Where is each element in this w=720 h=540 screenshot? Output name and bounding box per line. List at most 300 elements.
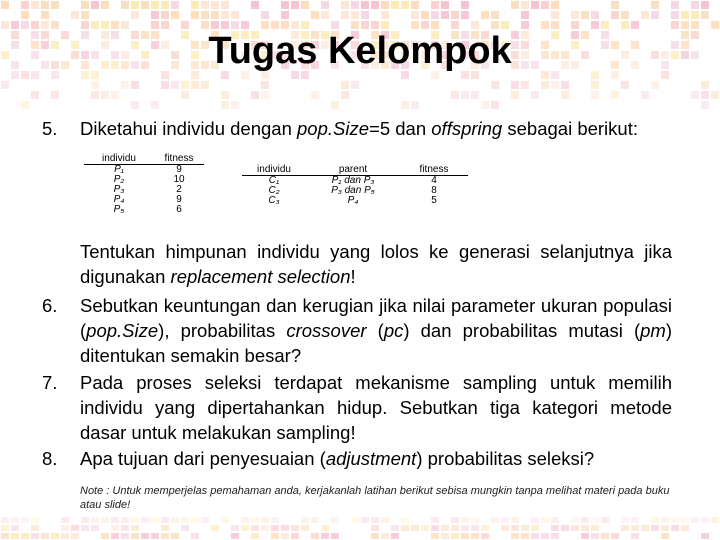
table1-cell: P₂ (113, 174, 125, 185)
decor-tile (31, 517, 39, 523)
decor-tile (321, 525, 329, 531)
decor-tile (301, 525, 309, 531)
decor-tile (491, 11, 499, 19)
question-8-number: 8. (42, 448, 58, 469)
decor-tile (521, 525, 529, 531)
decor-tile (461, 11, 469, 19)
q8-c: ) probabilitas seleksi? (416, 448, 595, 469)
decor-tile (561, 81, 569, 89)
decor-tile (551, 533, 559, 539)
decor-tile (171, 1, 179, 9)
decor-tile (411, 1, 419, 9)
decor-tile (511, 81, 519, 89)
table-row (84, 205, 204, 215)
decor-tile (371, 21, 379, 29)
decor-tile (221, 517, 229, 523)
decor-tile (61, 533, 69, 539)
decor-tile (241, 21, 249, 29)
decor-tile (101, 517, 109, 523)
decor-tile (601, 21, 609, 29)
decor-tile (271, 517, 279, 523)
decor-tile (531, 525, 539, 531)
table2-header-individu: individu (242, 163, 306, 176)
decor-tile (531, 1, 539, 9)
decor-tile (641, 525, 649, 531)
decor-tile (351, 81, 359, 89)
decor-tile (291, 1, 299, 9)
table1-cell: 10 (173, 174, 185, 185)
decor-tile (611, 1, 619, 9)
decor-tile (361, 1, 369, 9)
decor-tile (111, 517, 119, 523)
table2-cell: 8 (431, 185, 437, 196)
decor-tile (131, 533, 139, 539)
decor-tile (701, 81, 709, 89)
decor-tile (601, 533, 609, 539)
table2-cell: P₃ dan P₅ (331, 185, 375, 196)
decor-tile (231, 11, 239, 19)
decor-tile (391, 533, 399, 539)
decor-tile (431, 1, 439, 9)
decor-tile (311, 91, 319, 99)
decor-tile (121, 525, 129, 531)
decor-tile (191, 1, 199, 9)
decor-tile (281, 1, 289, 9)
q5-task-b: replacement selection (170, 266, 351, 287)
decor-tile (501, 21, 509, 29)
decor-tile (531, 533, 539, 539)
decor-tile (191, 533, 199, 539)
decor-tile (461, 517, 469, 523)
decor-tile (321, 11, 329, 19)
decor-tile (401, 517, 409, 523)
decor-tile (701, 101, 709, 109)
decor-tile (231, 533, 239, 539)
decor-tile (541, 81, 549, 89)
decor-tile (211, 525, 219, 531)
decor-tile (631, 21, 639, 29)
decor-tile (351, 21, 359, 29)
decor-tile (471, 533, 479, 539)
decor-tile (601, 517, 609, 523)
decor-tile (111, 91, 119, 99)
decor-tile (21, 11, 29, 19)
decor-tile (81, 21, 89, 29)
q8-a: Apa tujuan dari penyesuaian ( (80, 448, 326, 469)
decor-tile (621, 517, 629, 523)
decor-tile (181, 517, 189, 523)
decor-tile (111, 533, 119, 539)
table1-cell: P₃ (113, 184, 125, 195)
table2-header-parent: parent (306, 163, 400, 176)
decor-tile (531, 517, 539, 523)
decor-tile (471, 517, 479, 523)
q6-e: ( (366, 320, 384, 341)
table1-header-fitness: fitness (154, 152, 204, 165)
decor-tile (671, 1, 679, 9)
decor-tile (271, 533, 279, 539)
decor-tile (91, 1, 99, 9)
decor-tile (21, 21, 29, 29)
decor-tile (541, 517, 549, 523)
decor-tile (671, 21, 679, 29)
decor-tile (331, 533, 339, 539)
decor-tile (251, 533, 259, 539)
table1-header-individu: individu (84, 152, 154, 165)
decor-tile (21, 1, 29, 9)
offspring-table (242, 163, 468, 206)
decor-tile (161, 21, 169, 29)
decor-tile (431, 533, 439, 539)
decor-tile (461, 533, 469, 539)
table2-cell: P₁ dan P₃ (331, 175, 375, 186)
decor-tile (691, 21, 699, 29)
decor-tile (31, 533, 39, 539)
decor-tile (641, 91, 649, 99)
q5-task-a: Tentukan himpunan individu yang lolos ke generasi selanjutnya jika digunakan (80, 241, 672, 287)
decor-tile (571, 517, 579, 523)
decor-tile (421, 525, 429, 531)
decor-tile (691, 91, 699, 99)
decor-tile (1, 1, 9, 9)
decor-tile (231, 525, 239, 531)
decor-tile (11, 533, 19, 539)
decor-tile (591, 21, 599, 29)
decor-tile (211, 21, 219, 29)
decor-tile (251, 91, 259, 99)
decor-tile (1, 517, 9, 523)
decor-tile (621, 21, 629, 29)
decor-tile (171, 81, 179, 89)
q6-h: pm (640, 320, 666, 341)
decor-tile (121, 517, 129, 523)
decor-tile (451, 533, 459, 539)
decor-tile (491, 21, 499, 29)
decor-tile (361, 517, 369, 523)
decor-tile (131, 11, 139, 19)
decor-tile (261, 91, 269, 99)
decor-tile (471, 91, 479, 99)
decor-tile (701, 1, 709, 9)
decor-tile (611, 533, 619, 539)
decor-tile (491, 517, 499, 523)
decor-tile (451, 517, 459, 523)
decor-tile (81, 525, 89, 531)
question-5-task (80, 239, 672, 289)
q6-i: ) ditentukan semakin besar? (80, 320, 672, 366)
table2-cell: P₄ (347, 195, 359, 206)
decor-tile (401, 1, 409, 9)
decor-tile (381, 1, 389, 9)
decor-tile (221, 101, 229, 109)
decor-tile (291, 525, 299, 531)
decor-tile (441, 1, 449, 9)
decor-tile (591, 81, 599, 89)
decor-tile (151, 21, 159, 29)
decor-tile (511, 517, 519, 523)
table1-cell: 9 (176, 164, 182, 175)
decor-tile (191, 517, 199, 523)
decor-tile (611, 11, 619, 19)
decor-tile (101, 21, 109, 29)
decor-tile (521, 1, 529, 9)
decor-tile (201, 517, 209, 523)
decor-tile (81, 1, 89, 9)
decor-tile (421, 11, 429, 19)
decor-tile (221, 11, 229, 19)
decor-tile (551, 81, 559, 89)
decor-tile (141, 533, 149, 539)
decor-tile (631, 533, 639, 539)
decor-tile (51, 533, 59, 539)
decor-tile (21, 533, 29, 539)
decor-tile (551, 525, 559, 531)
decor-tile (1, 21, 9, 29)
decor-tile (571, 21, 579, 29)
decor-tile (491, 101, 499, 109)
table2-cell: C₁ (268, 175, 280, 186)
decor-tile (411, 525, 419, 531)
table2-header-fitness: fitness (400, 163, 468, 176)
decor-tile (481, 11, 489, 19)
decor-tile (451, 525, 459, 531)
decor-tile (591, 525, 599, 531)
decor-tile (171, 11, 179, 19)
slide-title: Tugas Kelompok (208, 30, 512, 72)
decor-tile (611, 91, 619, 99)
question-5-intro (80, 116, 672, 141)
decor-tile (661, 525, 669, 531)
decor-tile (671, 525, 679, 531)
question-6-number: 6. (42, 295, 58, 316)
decor-tile (11, 517, 19, 523)
decor-tile (291, 21, 299, 29)
decor-tile (551, 21, 559, 29)
decor-tile (111, 525, 119, 531)
decor-tile (91, 81, 99, 89)
decor-tile (301, 1, 309, 9)
decor-tile (681, 11, 689, 19)
decor-tile (571, 525, 579, 531)
decor-tile (381, 533, 389, 539)
decor-tile (81, 11, 89, 19)
table2-cell: C₂ (268, 185, 280, 196)
decor-tile (161, 11, 169, 19)
decor-tile (411, 101, 419, 109)
q8-b: adjustment (325, 448, 417, 469)
decor-tile (701, 91, 709, 99)
decor-tile (81, 517, 89, 523)
decor-tile (131, 81, 139, 89)
decor-tile (431, 11, 439, 19)
table-row (84, 175, 204, 185)
decor-tile (501, 517, 509, 523)
decor-tile (661, 517, 669, 523)
decor-tile (141, 517, 149, 523)
decor-tile (131, 517, 139, 523)
decor-tile (1, 81, 9, 89)
decor-tile (711, 21, 719, 29)
decor-tile (501, 525, 509, 531)
decor-tile (701, 11, 709, 19)
table1-cell: 2 (176, 184, 182, 195)
decor-tile (301, 21, 309, 29)
decor-tile (181, 81, 189, 89)
decor-tile (481, 101, 489, 109)
decor-tile (341, 91, 349, 99)
decor-tile (241, 517, 249, 523)
decor-tile (371, 525, 379, 531)
decor-tile (651, 11, 659, 19)
decor-tile (201, 21, 209, 29)
table2-cell: C₃ (268, 195, 280, 206)
decor-tile (121, 533, 129, 539)
decor-tile (321, 1, 329, 9)
decor-tile (441, 533, 449, 539)
decor-tile (431, 525, 439, 531)
decor-tile (581, 525, 589, 531)
decor-tile (451, 91, 459, 99)
decor-tile (261, 11, 269, 19)
decor-tile (241, 525, 249, 531)
decor-tile (531, 91, 539, 99)
decor-tile (571, 11, 579, 19)
q6-b: pop.Size (86, 320, 159, 341)
table2-cell: 5 (431, 195, 437, 206)
decor-tile (331, 101, 339, 109)
decor-tile (291, 533, 299, 539)
decor-tile (31, 21, 39, 29)
decor-tile (321, 533, 329, 539)
decor-tile (621, 525, 629, 531)
table1-cell: P₅ (113, 204, 125, 215)
decor-tile (341, 81, 349, 89)
decor-tile (511, 533, 519, 539)
decor-tile (201, 81, 209, 89)
decor-tile (261, 81, 269, 89)
decor-tile (91, 525, 99, 531)
question-5-number: 5. (42, 118, 58, 139)
decor-tile (691, 1, 699, 9)
decor-tile (331, 21, 339, 29)
decor-tile (361, 11, 369, 19)
decor-tile (201, 11, 209, 19)
decor-tile (31, 91, 39, 99)
decor-tile (161, 81, 169, 89)
decor-tile (41, 11, 49, 19)
decor-tile (521, 21, 529, 29)
decor-tile (251, 525, 259, 531)
decor-tile (71, 533, 79, 539)
table1-cell: 6 (176, 204, 182, 215)
decor-tile (161, 517, 169, 523)
decor-tile (461, 91, 469, 99)
decor-tile (31, 525, 39, 531)
individu-fitness-table (84, 152, 204, 215)
note-text: Note : Untuk memperjelas pemahaman anda, kerjakanlah latihan berikut sebisa mungkin tanpa melihat materi pada buku atau slide! (80, 485, 670, 511)
decor-tile (511, 91, 519, 99)
decor-tile (471, 525, 479, 531)
decor-tile (131, 101, 139, 109)
decor-tile (151, 101, 159, 109)
question-7-text: Pada proses seleksi terdapat mekanisme sampling untuk memilih individu yang dipertahankan hidup. Sebutkan tiga kategori metode dasar untuk melakukan sampling! (80, 372, 672, 443)
decor-tile (551, 11, 559, 19)
table1-cell: 9 (176, 194, 182, 205)
decor-tile (281, 21, 289, 29)
decor-tile (421, 21, 429, 29)
decor-tile (551, 517, 559, 523)
decor-tile (101, 91, 109, 99)
table-row (84, 165, 204, 176)
decor-tile (651, 525, 659, 531)
decor-tile (581, 517, 589, 523)
decor-tile (261, 525, 269, 531)
decor-tile (191, 81, 199, 89)
decor-tile (141, 1, 149, 9)
decor-tile (261, 21, 269, 29)
decor-tile (41, 21, 49, 29)
decor-tile (551, 1, 559, 9)
decor-tile (311, 533, 319, 539)
decor-tile (681, 525, 689, 531)
decor-tile (681, 21, 689, 29)
decor-tile (271, 525, 279, 531)
decor-tile (381, 21, 389, 29)
decor-tile (341, 1, 349, 9)
decor-tile (591, 11, 599, 19)
q6-d: crossover (286, 320, 367, 341)
q6-a: Sebutkan keuntungan dan kerugian jika nilai parameter ukuran populasi ( (80, 295, 672, 341)
decor-tile (51, 1, 59, 9)
decor-tile (231, 21, 239, 29)
decor-tile (361, 21, 369, 29)
decor-tile (451, 11, 459, 19)
decor-tile (381, 517, 389, 523)
decor-tile (541, 1, 549, 9)
q5-task-c: ! (350, 266, 356, 287)
decor-tile (61, 517, 69, 523)
decor-tile (371, 533, 379, 539)
table2-cell: 4 (431, 175, 437, 186)
decor-tile (61, 525, 69, 531)
decor-tile (541, 533, 549, 539)
decor-tile (631, 525, 639, 531)
decor-tile (221, 21, 229, 29)
decor-tile (661, 533, 669, 539)
decor-tile (401, 525, 409, 531)
decor-tile (151, 533, 159, 539)
decor-tile (391, 1, 399, 9)
q6-c: ), probabilitas (158, 320, 287, 341)
decor-tile (351, 11, 359, 19)
decor-tile (621, 81, 629, 89)
decor-tile (281, 525, 289, 531)
decor-tile (1, 525, 9, 531)
decor-tile (331, 517, 339, 523)
decor-tile (121, 21, 129, 29)
decor-tile (131, 1, 139, 9)
decor-tile (111, 21, 119, 29)
table1-cell: P₁ (114, 164, 124, 175)
decor-tile (151, 1, 159, 9)
decor-tile (641, 11, 649, 19)
decor-tile (101, 1, 109, 9)
decor-tile (651, 1, 659, 9)
decor-tile (701, 517, 709, 523)
decor-tile (161, 1, 169, 9)
decor-tile (31, 1, 39, 9)
decor-tile (91, 91, 99, 99)
